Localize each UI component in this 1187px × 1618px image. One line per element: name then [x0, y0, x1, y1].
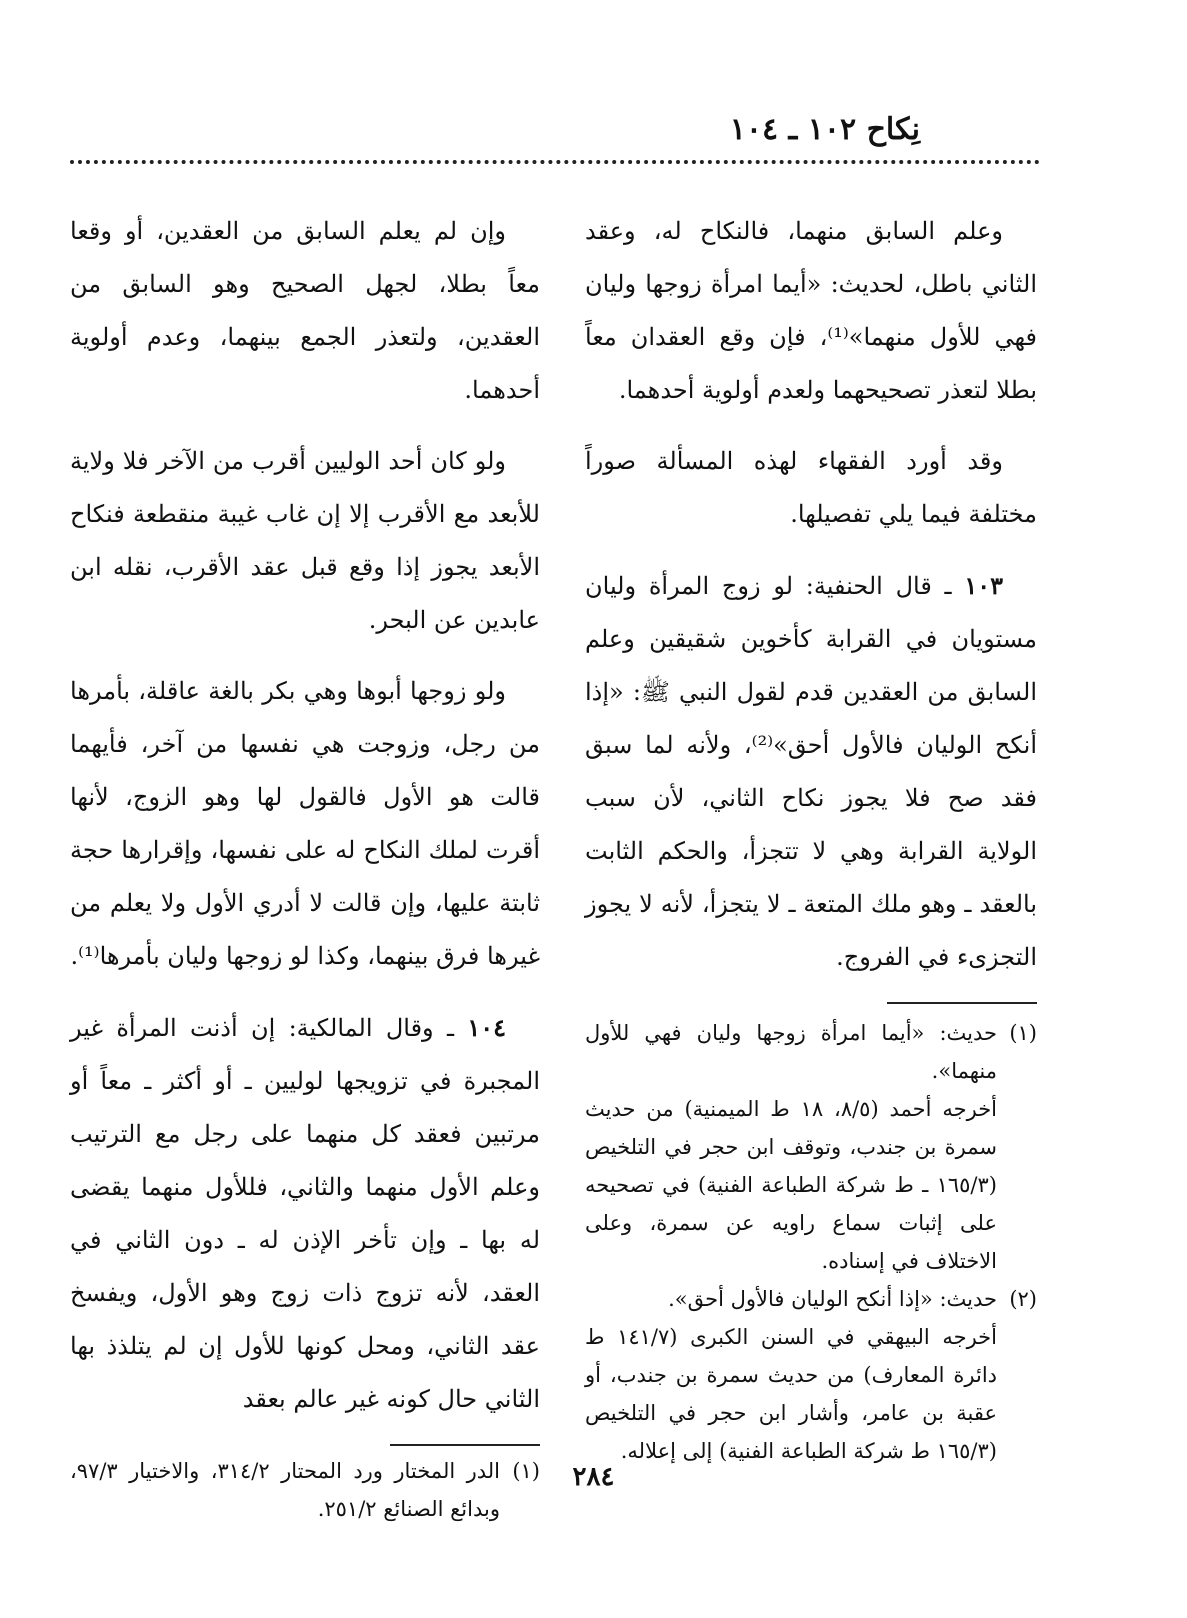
footnote-line: حديث: «أيما امرأة زوجها وليان فهي للأول منهما». — [585, 1021, 997, 1083]
paragraph: وإن لم يعلم السابق من العقدين، أو وقعا معاً بطلا، لجهل الصحيح وهو السابق من العقدين، ولتعذر الجمع بينهما، وعدم أولوية أحدهما. — [70, 217, 540, 404]
footnote-body — [585, 1014, 997, 1280]
paragraph-text: ـ وقال المالكية: إن أذنت المرأة غير المجبرة في تزويجها لوليين ـ أو أكثر ـ معاً أو مرتبين فعقد كل منهما على رجل مع الترتيب وعلم الأول منهما والثاني، فللأول منهما يقضى له بها ـ وإن تأخر الإذن له ـ دون الثاني في العقد، لأنه تزوج ذات زوج وهو الأول، ويفسخ عقد الثاني، ومحل كونها للأول إن لم يتلذذ بها الثاني حال كونه غير عالم بعقد — [70, 1014, 540, 1413]
footnotes — [585, 1014, 1037, 1470]
paragraph-104 — [70, 1001, 540, 1426]
page-number: ٢٨٤ — [572, 1462, 615, 1492]
paragraph: وقد أورد الفقهاء لهذه المسألة صوراً مختلفة فيما يلي تفصيلها. — [585, 447, 1037, 528]
running-header — [70, 112, 1040, 152]
footnote-marker: (١) — [1009, 1021, 1037, 1045]
paragraph: ولو زوجها أبوها وهي بكر بالغة عاقلة، بأمرها من رجل، وزوجت هي نفسها من آخر، فأيهما قالت هو الأول فالقول لها وهو الزوج، لأنها أقرت لملك النكاح له على نفسها، وإقرارها حجة ثابتة عليها، وإن قالت لا أدري الأول ولا يعلم من غيرها فرق بينهما، وكذا لو زوجها وليان بأمرها⁽¹⁾. — [70, 677, 540, 970]
footnote-divider — [390, 1444, 540, 1446]
footnote-marker: (٢) — [1009, 1287, 1037, 1311]
left-column — [70, 205, 540, 1528]
paragraph-number: ١٠٣ — [964, 571, 1003, 600]
paragraph-number: ١٠٤ — [467, 1013, 506, 1042]
footnote-divider — [887, 1002, 1037, 1004]
footnote-item — [585, 1280, 1037, 1470]
paragraph: وعلم السابق منهما، فالنكاح له، وعقد الثاني باطل، لحديث: «أيما امرأة زوجها وليان فهي للأول منهما»⁽¹⁾، فإن وقع العقدان معاً بطلا لتعذر تصحيحهما ولعدم أولوية أحدهما. — [585, 217, 1037, 404]
dotted-divider — [70, 160, 1040, 164]
page-title: نِكاح ١٠٢ ـ ١٠٤ — [729, 112, 920, 147]
footnote-line: أخرجه أحمد (٨/٥، ١٨ ط الميمنية) من حديث سمرة بن جندب، وتوقف ابن حجر في التلخيص (١٦٥/٣ ـ ط شركة الطباعة الفنية) في تصحيحه على إثبات سماع راويه عن سمرة، وعلى الاختلاف في إسناده. — [585, 1097, 998, 1273]
footnote-marker: (١) — [512, 1459, 540, 1483]
paragraph: ولو كان أحد الوليين أقرب من الآخر فلا ولاية للأبعد مع الأقرب إلا إن غاب غيبة منقطعة فنكاح الأبعد يجوز إذا وقع قبل عقد الأقرب، نقله ابن عابدين عن البحر. — [70, 447, 540, 634]
footnote-line: أخرجه البيهقي في السنن الكبرى (١٤١/٧ ط دائرة المعارف) من حديث سمرة بن جندب، أو عقبة بن عامر، وأشار ابن حجر في التلخيص (١٦٥/٣ ط شركة الطباعة الفنية) إلى إعلاله. — [585, 1325, 997, 1463]
paragraph-text: ـ قال الحنفية: لو زوج المرأة وليان مستويان في القرابة كأخوين شقيقين وعلم السابق من العقدين قدم لقول النبي ﷺ: «إذا أنكح الوليان فالأول أحق»⁽²⁾، ولأنه لما سبق فقد صح فلا يجوز نكاح الثاني، لأن سبب الولاية القرابة وهي لا تتجزأ، والحكم الثابت بالعقد ـ وهو ملك المتعة ـ لا يتجزأ، لأنه لا يجوز التجزىء في الفروج. — [585, 572, 1038, 971]
right-column — [585, 205, 1037, 1470]
footnote-item — [585, 1014, 1037, 1280]
footnote-body — [585, 1280, 997, 1470]
footnote-line: حديث: «إذا أنكح الوليان فالأول أحق». — [668, 1287, 997, 1311]
footnote-line: الدر المختار ورد المحتار ٣١٤/٢، والاختيار ٩٧/٣، وبدائع الصنائع ٢٥١/٢. — [70, 1459, 500, 1521]
paragraph-103 — [585, 559, 1037, 984]
